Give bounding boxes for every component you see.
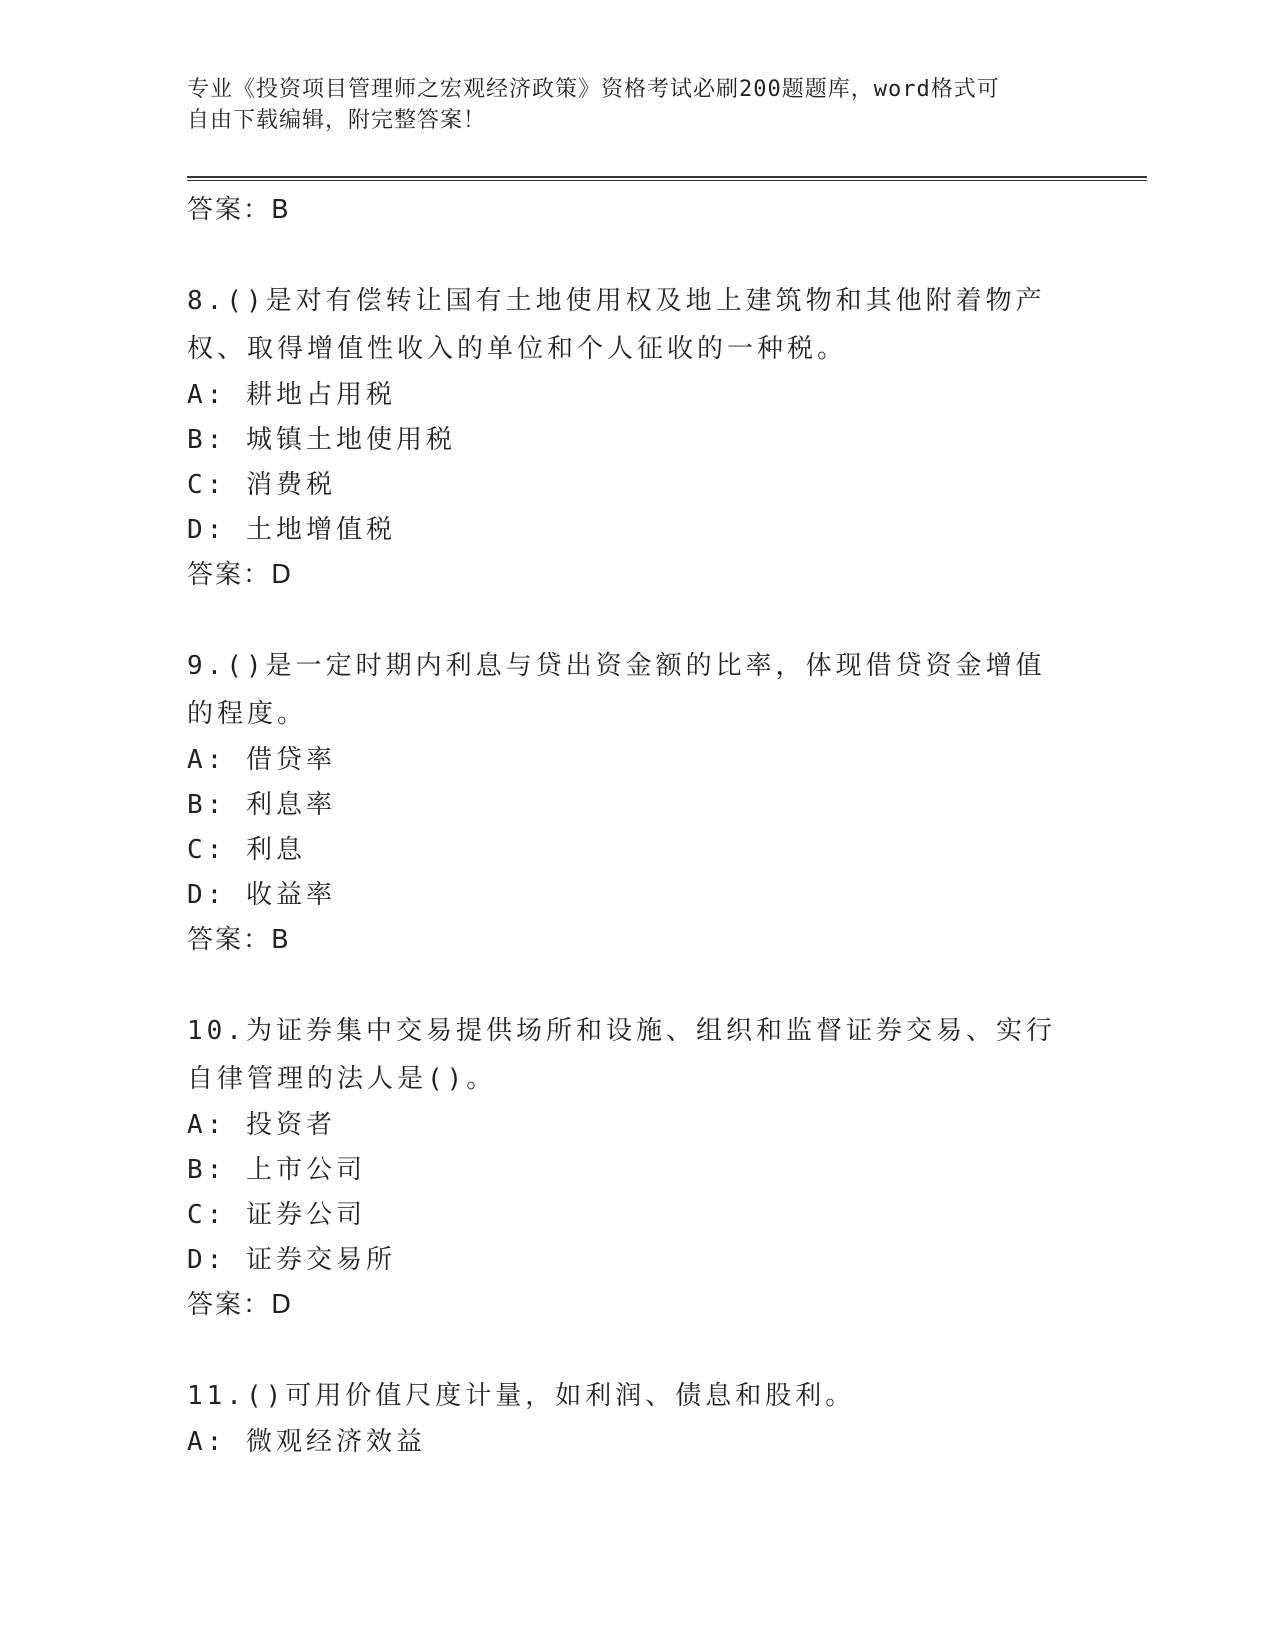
option-d: D: 收益率 xyxy=(187,880,336,910)
option-d: D: 证券交易所 xyxy=(187,1245,396,1275)
question-block-9 xyxy=(187,642,1067,963)
answer-line: 答案：D xyxy=(187,1290,294,1320)
header-line-1: 专业《投资项目管理师之宏观经济政策》资格考试必刷200题题库，word格式可 xyxy=(187,77,1000,102)
question-text: 10.为证券集中交易提供场所和设施、组织和监督证券交易、实行自律管理的法人是()。 xyxy=(187,1016,1056,1094)
option-a: A: 投资者 xyxy=(187,1110,336,1140)
option-a: A: 借贷率 xyxy=(187,745,336,775)
question-block-10 xyxy=(187,1007,1067,1328)
answer-line: 答案：D xyxy=(187,560,294,590)
option-c: C: 证券公司 xyxy=(187,1200,366,1230)
option-a: A: 耕地占用税 xyxy=(187,380,396,410)
option-c: C: 消费税 xyxy=(187,470,336,500)
option-c: C: 利息 xyxy=(187,835,306,865)
question-list xyxy=(187,188,1067,1465)
document-header xyxy=(187,74,1067,136)
option-d: D: 土地增值税 xyxy=(187,515,396,545)
question-text: 9.()是一定时期内利息与贷出资金额的比率，体现借贷资金增值的程度。 xyxy=(187,651,1046,729)
header-divider xyxy=(187,176,1147,181)
option-a: A: 微观经济效益 xyxy=(187,1427,426,1457)
answer-line: 答案：B xyxy=(187,925,291,955)
header-line-2: 自由下载编辑，附完整答案！ xyxy=(187,108,487,133)
question-text: 11.()可用价值尺度计量，如利润、债息和股利。 xyxy=(187,1381,856,1411)
question-block-11 xyxy=(187,1372,1067,1465)
question-text: 8.()是对有偿转让国有土地使用权及地上建筑物和其他附着物产权、取得增值性收入的单位和个人征收的一种税。 xyxy=(187,286,1046,364)
answer-line: 答案：B xyxy=(187,195,291,225)
option-b: B: 利息率 xyxy=(187,790,336,820)
option-b: B: 上市公司 xyxy=(187,1155,366,1185)
option-b: B: 城镇土地使用税 xyxy=(187,425,456,455)
question-block-8 xyxy=(187,277,1067,598)
